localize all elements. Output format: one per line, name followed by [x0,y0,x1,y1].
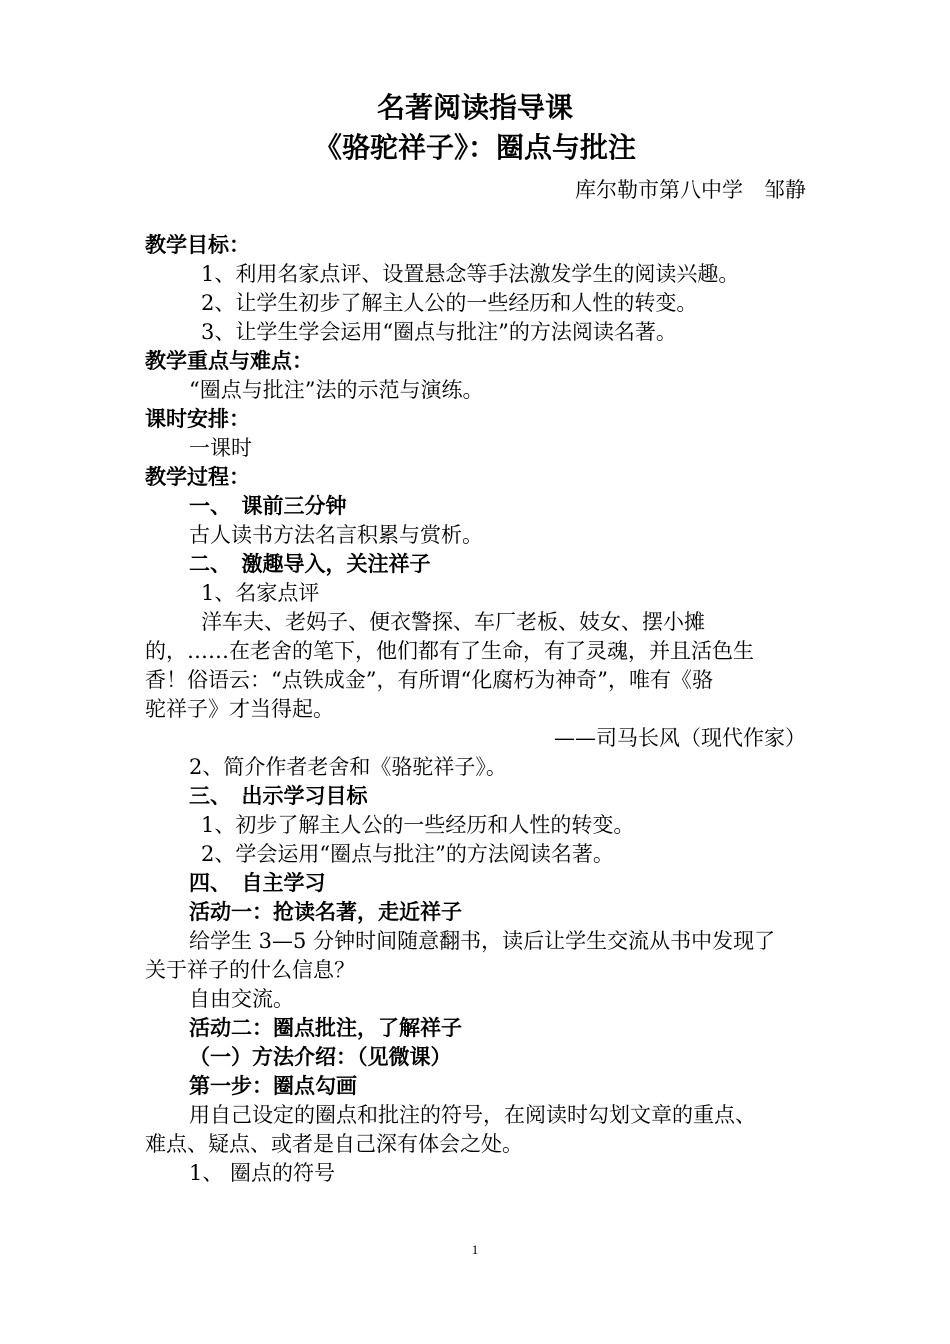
method-heading: （一）方法介绍：（见微课） [189,1045,452,1069]
step-heading-2: 二、 激趣导入，关注祥子 [189,552,431,576]
step-3-item-2: 2、学会运用“圈点与批注”的方法阅读名著。 [201,842,614,866]
quote-line-4: 驼祥子》才当得起。 [145,697,334,721]
time-text: 一课时 [189,436,252,460]
page-subtitle: 《骆驼祥子》：圈点与批注 [313,131,636,164]
step-2-item-1: 1、名家点评 [201,581,320,605]
step-text-1: 古人读书方法名言积累与赏析。 [189,523,483,547]
goal-item-2: 2、让学生初步了解主人公的一些经历和人性的转变。 [201,291,698,315]
goal-item-1: 1、利用名家点评、设置悬念等手法激发学生的阅读兴趣。 [201,262,740,286]
quote-line-2: 的，……在老舍的笔下，他们都有了生命，有了灵魂，并且活色生 [145,639,754,663]
section-heading-process: 教学过程： [145,465,250,489]
page-title: 名著阅读指导课 [376,91,573,124]
first-step-heading: 第一步：圈点勾画 [189,1074,357,1098]
step-heading-3: 三、 出示学习目标 [189,784,368,808]
quote-source: ——司马长风（现代作家） [554,726,806,750]
activity-1-text-1: 给学生 3—5 分钟时间随意翻书，读后让学生交流从书中发现了 [189,929,776,953]
section-heading-time: 课时安排： [145,407,250,431]
first-step-text-2: 难点、疑点、或者是自己深有体会之处。 [145,1132,523,1156]
first-step-item-1: 1、 圈点的符号 [189,1161,336,1185]
activity-1-text-3: 自由交流。 [189,987,294,1011]
step-heading-1: 一、 课前三分钟 [189,494,347,518]
section-heading-goals: 教学目标： [145,233,250,257]
author-line: 库尔勒市第八中学 邹静 [575,178,806,202]
step-2-item-2: 2、简介作者老舍和《骆驼祥子》。 [189,755,507,779]
activity-2-heading: 活动二：圈点批注，了解祥子 [189,1016,462,1040]
step-3-item-1: 1、初步了解主人公的一些经历和人性的转变。 [201,813,635,837]
goal-item-3: 3、让学生学会运用“圈点与批注”的方法阅读名著。 [201,320,677,344]
activity-1-text-2: 关于祥子的什么信息？ [145,958,355,982]
activity-1-heading: 活动一：抢读名著，走近祥子 [189,900,462,924]
quote-line-3: 香！俗语云：“点铁成金”，有所谓“化腐朽为神奇”，唯有《骆 [145,668,713,692]
key-text: “圈点与批注”法的示范与演练。 [189,378,484,402]
page-number: 1 [471,1242,479,1257]
step-heading-4: 四、 自主学习 [189,871,326,895]
quote-line-1: 洋车夫、老妈子、便衣警探、车厂老板、妓女、摆小摊 [201,610,705,634]
first-step-text-1: 用自己设定的圈点和批注的符号，在阅读时勾划文章的重点、 [189,1103,756,1127]
section-heading-key: 教学重点与难点： [145,349,313,373]
